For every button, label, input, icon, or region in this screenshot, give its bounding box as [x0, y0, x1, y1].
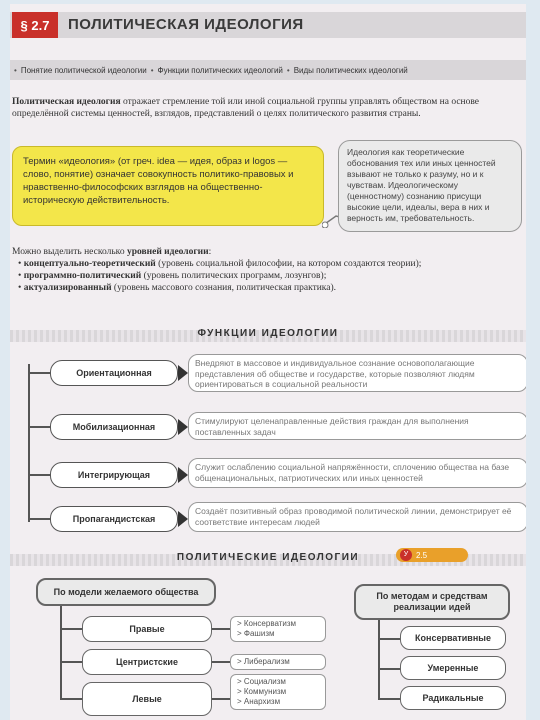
function-row	[28, 408, 526, 448]
function-label: Пропагандистская	[50, 506, 178, 532]
colon: :	[208, 247, 212, 257]
intro-paragraph	[12, 96, 522, 120]
intro-text: отражает стремление той или иной социальной группы управлять обществом на основе определённой системы ценностей, взглядов, представлений о целях политического развития страны.	[12, 97, 480, 119]
list-item	[18, 282, 524, 294]
list-item: > Либерализм	[237, 657, 290, 666]
ideology-centrist: Центристские	[82, 649, 212, 675]
arrow-right-icon	[178, 467, 188, 483]
ref-number: 2.5	[416, 550, 428, 560]
connector-line	[378, 620, 380, 700]
ideology-radical: Радикальные	[400, 686, 506, 710]
connector-line	[212, 698, 230, 700]
connector-line	[212, 661, 230, 663]
ideology-conservative: Консервативные	[400, 626, 506, 650]
list-item	[18, 270, 524, 282]
level-name: концептуально-теоретический	[23, 259, 156, 269]
connector-line	[212, 628, 230, 630]
connector-line	[28, 518, 50, 520]
arrow-right-icon	[178, 419, 188, 435]
level-desc: (уровень массового сознания, политическая практика).	[111, 283, 337, 293]
level-name: актуализированный	[23, 283, 112, 293]
ideology-levels	[12, 246, 524, 294]
ideology-left-wing: Левые	[82, 682, 212, 716]
function-description: Стимулируют целенаправленные действия граждан для выполнения поставленных задач	[188, 412, 526, 440]
connector-line	[60, 661, 82, 663]
sub-ideology-list	[230, 654, 326, 670]
function-description: Создаёт позитивный образ проводимой политической линии, демонстрирует её соответствие интересам людей	[188, 502, 526, 532]
level-desc: (уровень социальной философии, на котором создаются теории);	[155, 259, 422, 269]
connector-line	[378, 668, 400, 670]
ideology-right-wing: Правые	[82, 616, 212, 642]
list-item: > Консерватизм	[237, 619, 297, 628]
ref-letter: У	[400, 549, 412, 561]
arrow-right-icon	[178, 365, 188, 381]
bullet: •	[14, 65, 17, 75]
connector-line	[60, 606, 62, 700]
arrow-right-icon	[178, 511, 188, 527]
category-left: По модели желаемого общества	[36, 578, 216, 606]
levels-list	[12, 258, 524, 294]
bullet: •	[286, 65, 290, 75]
page-title: ПОЛИТИЧЕСКАЯ ИДЕОЛОГИЯ	[68, 16, 304, 33]
list-item: > Социализм	[237, 677, 286, 686]
textbook-page	[10, 4, 526, 720]
bullet: •	[150, 65, 154, 75]
function-label: Ориентационная	[50, 360, 178, 386]
section-number-badge: § 2.7	[12, 12, 58, 38]
function-description: Служит ослаблению социальной напряжённости, сплочению общества на базе общенациональных, патриотических или иных ценностей	[188, 458, 526, 488]
topic-item: Функции политических идеологий	[157, 65, 283, 75]
topics-bar	[10, 60, 526, 80]
list-item: > Коммунизм	[237, 687, 287, 696]
connector-line	[60, 698, 82, 700]
topic-item: Виды политических идеологий	[293, 65, 408, 75]
function-description: Внедряют в массовое и индивидуальное сознание основополагающие представления об обществе и государстве, которые позволяют людям ориентироваться в социальной реальности	[188, 354, 526, 392]
sub-ideology-list	[230, 674, 326, 710]
connector-line	[378, 698, 400, 700]
function-row	[28, 500, 526, 540]
section-header	[10, 12, 526, 38]
term-definition-box: Термин «идеология» (от греч. idea — идея, образ и logos — слово, понятие) означает совокупность политико-правовых и нравственно-философских взглядов на общественно-историческую действительность.	[12, 146, 324, 226]
functions-title: ФУНКЦИИ ИДЕОЛОГИИ	[197, 328, 339, 339]
intro-lead: Политическая идеология	[12, 97, 121, 107]
function-label: Интегрирующая	[50, 462, 178, 488]
category-right: По методам и средствам реализации идей	[354, 584, 510, 620]
connector-line	[28, 426, 50, 428]
function-row	[28, 456, 526, 496]
ideology-moderate: Умеренные	[400, 656, 506, 680]
list-item	[18, 258, 524, 270]
levels-intro-text: Можно выделить несколько	[12, 247, 127, 257]
list-item: > Фашизм	[237, 629, 275, 638]
levels-intro	[12, 246, 524, 258]
sub-ideology-list	[230, 616, 326, 642]
reference-badge	[396, 548, 468, 562]
note-box: Идеология как теоретические обоснования тех или иных ценностей взывают не только к разуму, но и к чувствам. Идеологическому (ценностному) сознанию присущи высокие цели, идеалы, вера в них и верность им, требовательность.	[338, 140, 522, 232]
connector-line	[28, 372, 50, 374]
topic-item: Понятие политической идеологии	[20, 65, 147, 75]
function-row	[28, 354, 526, 394]
connector-line	[28, 474, 50, 476]
level-name: программно-политический	[23, 271, 142, 281]
connector-line	[60, 628, 82, 630]
connector-line	[378, 638, 400, 640]
ideologies-title: ПОЛИТИЧЕСКИЕ ИДЕОЛОГИИ	[176, 552, 360, 563]
level-desc: (уровень политических программ, лозунгов);	[141, 271, 327, 281]
levels-intro-bold: уровней идеологии	[126, 247, 209, 257]
function-label: Мобилизационная	[50, 414, 178, 440]
list-item: > Анархизм	[237, 697, 281, 706]
